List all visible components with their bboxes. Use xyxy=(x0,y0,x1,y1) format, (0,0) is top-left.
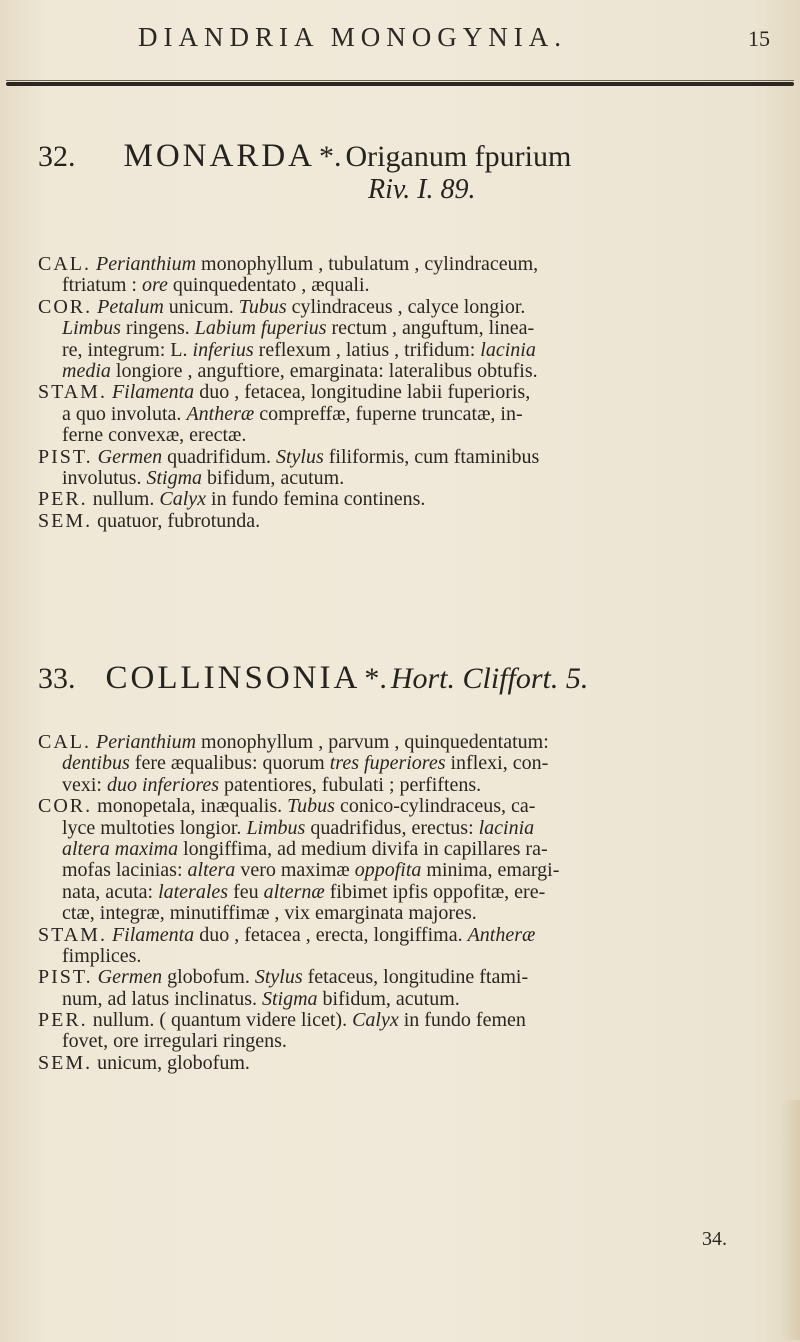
italic-term: Stylus xyxy=(254,966,303,989)
text-run: involutus. xyxy=(62,466,147,489)
italic-term: Perianthium xyxy=(96,253,197,275)
italic-term: tres fuperiores xyxy=(329,752,446,775)
italic-term: Calyx xyxy=(352,1009,399,1032)
italic-term: Germen xyxy=(97,966,163,989)
text-run: re, integrum: L. xyxy=(62,338,193,361)
italic-term: alternæ xyxy=(263,880,325,903)
section-label: P xyxy=(38,1009,52,1032)
text-line xyxy=(38,818,776,839)
section-label: C xyxy=(38,795,54,818)
text-line xyxy=(38,297,776,318)
text-run: monophyllum , parvum , quinquedentatum: xyxy=(196,731,549,753)
section-label: IST. xyxy=(51,445,93,468)
text-line xyxy=(38,447,776,468)
page-number: 15 xyxy=(748,26,770,51)
italic-term: Labium fuperius xyxy=(194,317,327,340)
page-header xyxy=(0,22,800,62)
italic-term: Tubus xyxy=(287,795,335,818)
italic-term: Stigma xyxy=(146,466,203,489)
text-run: ringens. xyxy=(120,317,195,340)
genus-name: COLLINSONIA xyxy=(105,660,361,696)
text-run: conico-cylindraceus, ca- xyxy=(334,795,536,818)
text-run: monophyllum , tubulatum , cylindraceum, xyxy=(196,253,539,275)
text-run: mofas lacinias: xyxy=(62,859,188,882)
text-line xyxy=(38,989,776,1010)
text-run: vexi: xyxy=(62,773,107,796)
header-rule xyxy=(6,82,794,86)
text-line xyxy=(38,903,776,924)
text-run: reflexum , latius , trifidum: xyxy=(253,338,481,361)
italic-term: lacinia xyxy=(480,338,536,361)
italic-term: inferius xyxy=(192,338,254,361)
entry-reference-33: Hort. Cliffort. 5. xyxy=(390,662,589,695)
entry-number: 33. xyxy=(38,662,76,695)
text-line xyxy=(38,275,776,296)
text-line xyxy=(38,732,776,753)
text-run: quadrifidus, erectus: xyxy=(305,816,479,839)
italic-term: ore xyxy=(141,274,168,297)
text-line xyxy=(38,340,776,361)
italic-term: Calyx xyxy=(159,488,207,511)
section-label: AL. xyxy=(53,731,92,753)
section-label: S xyxy=(38,923,52,946)
italic-term: Antheræ xyxy=(186,402,255,425)
text-run: a quo involuta. xyxy=(62,402,187,425)
text-line xyxy=(38,775,776,796)
section-label: AL. xyxy=(53,253,92,275)
italic-term: duo inferiores xyxy=(107,773,220,796)
section-label: S xyxy=(38,1051,52,1074)
section-label: OR. xyxy=(53,795,93,818)
text-run: duo , fetacea , erecta, longiffima. xyxy=(194,923,468,946)
text-run: ftriatum : xyxy=(62,274,142,297)
text-run: unicum, globofum. xyxy=(92,1051,250,1074)
text-line xyxy=(38,796,776,817)
italic-term: altera xyxy=(187,859,236,882)
text-line xyxy=(38,1010,776,1031)
text-line xyxy=(38,860,776,881)
text-line xyxy=(38,882,776,903)
italic-term: Filamenta xyxy=(111,381,195,404)
section-label: S xyxy=(38,381,52,404)
text-line xyxy=(38,318,776,339)
text-run: fibimet ipfis oppofitæ, ere- xyxy=(324,880,546,903)
text-line xyxy=(38,511,776,532)
section-label: C xyxy=(38,731,54,753)
text-run: minima, emargi- xyxy=(421,859,560,882)
text-run: quinquedentato , æquali. xyxy=(167,274,370,297)
genus-name: MONARDA xyxy=(123,138,316,174)
text-line xyxy=(38,254,776,275)
text-line xyxy=(38,839,776,860)
entry-description-33 xyxy=(38,732,776,1074)
text-run: bifidum, acutum. xyxy=(317,987,460,1010)
italic-term: laterales xyxy=(158,880,229,903)
entry-reference-32: Riv. I. 89. xyxy=(368,174,476,205)
text-run: lyce multoties longior. xyxy=(62,816,247,839)
section-label: ER. xyxy=(51,1009,88,1032)
entry-number: 32. xyxy=(38,140,76,173)
text-run: cylindraceus , calyce longior. xyxy=(286,295,526,318)
text-run: patentiores, fubulati ; perfiftens. xyxy=(219,773,482,796)
text-line xyxy=(38,1031,776,1052)
entry-title-33 xyxy=(38,660,588,697)
italic-term: Antheræ xyxy=(467,923,536,946)
section-label: EM. xyxy=(51,1051,93,1074)
section-label: TAM. xyxy=(51,381,107,404)
text-run: quadrifidum. xyxy=(162,445,276,468)
text-run: duo , fetacea, longitudine labii fuperioris, xyxy=(194,381,531,404)
text-line xyxy=(38,1053,776,1074)
entry-title-32 xyxy=(38,138,571,175)
section-label: EM. xyxy=(51,509,93,532)
text-run: inflexi, con- xyxy=(445,752,549,775)
italic-term: lacinia xyxy=(478,816,535,839)
italic-term: Limbus xyxy=(62,317,121,340)
text-line xyxy=(38,382,776,403)
section-label: S xyxy=(38,509,52,532)
text-line xyxy=(38,404,776,425)
italic-term: altera maxima xyxy=(62,837,179,860)
section-label: P xyxy=(38,966,52,989)
genus-mark: *. xyxy=(364,662,387,695)
section-label: ER. xyxy=(51,488,88,511)
italic-term: Germen xyxy=(97,445,163,468)
text-line xyxy=(38,468,776,489)
text-run: fetaceus, longitudine ftami- xyxy=(302,966,529,989)
section-label: P xyxy=(38,445,52,468)
running-head: DIANDRIA MONOGYNIA. xyxy=(138,22,567,52)
text-run: nata, acuta: xyxy=(62,880,159,903)
section-label: IST. xyxy=(51,966,93,989)
header-rule-hairline xyxy=(6,80,794,81)
text-line xyxy=(38,925,776,946)
text-line xyxy=(38,489,776,510)
text-run: longiore , anguftiore, emarginata: lateralibus obtufis. xyxy=(110,359,538,382)
section-label: C xyxy=(38,253,54,275)
text-line xyxy=(38,753,776,774)
text-line xyxy=(38,946,776,967)
text-line xyxy=(38,967,776,988)
text-run: nullum. ( quantum videre licet). xyxy=(87,1009,353,1032)
section-label: TAM. xyxy=(51,923,107,946)
text-run: bifidum, acutum. xyxy=(202,466,345,489)
page-edge-stain xyxy=(782,1100,800,1340)
text-run: nullum. xyxy=(87,488,160,511)
text-run: fovet, ore irregulari ringens. xyxy=(62,1030,287,1053)
text-run: quatuor, fubrotunda. xyxy=(92,509,261,532)
text-run: num, ad latus inclinatus. xyxy=(62,987,262,1010)
italic-term: Stigma xyxy=(261,987,318,1010)
catchword: 34. xyxy=(702,1228,727,1250)
text-run: monopetala, inæqualis. xyxy=(92,795,288,818)
text-run: rectum , anguftum, linea- xyxy=(326,317,535,340)
text-run: unicum. xyxy=(163,295,239,318)
italic-term: dentibus xyxy=(62,752,130,775)
text-run: longiffima, ad medium divifa in capillares ra- xyxy=(178,837,548,860)
italic-term: Petalum xyxy=(97,295,164,318)
entry-description-32 xyxy=(38,254,776,532)
text-run: fere æqualibus: quorum xyxy=(129,752,330,775)
text-run: fimplices. xyxy=(62,944,142,967)
genus-mark: *. xyxy=(319,140,342,173)
section-label: P xyxy=(38,488,52,511)
italic-term: Stylus xyxy=(275,445,324,468)
text-run: in fundo femen xyxy=(398,1009,526,1032)
italic-term: Perianthium xyxy=(96,731,197,753)
text-run: feu xyxy=(228,880,264,903)
italic-term: Filamenta xyxy=(111,923,195,946)
text-run: vero maximæ xyxy=(235,859,355,882)
section-label: C xyxy=(38,295,54,318)
section-label: OR. xyxy=(53,295,93,318)
text-run: compreffæ, fuperne truncatæ, in- xyxy=(254,402,523,425)
italic-term: Limbus xyxy=(246,816,306,839)
text-line xyxy=(38,425,776,446)
text-run: globofum. xyxy=(162,966,255,989)
italic-term: media xyxy=(62,359,111,382)
synonym: Origanum fpurium xyxy=(345,140,572,173)
text-run: ctæ, integræ, minutiffimæ , vix emarginata majores. xyxy=(62,902,477,925)
text-run: in fundo femina continens. xyxy=(206,488,426,511)
italic-term: oppofita xyxy=(354,859,422,882)
text-run: filiformis, cum ftaminibus xyxy=(323,445,540,468)
italic-term: Tubus xyxy=(238,295,287,318)
text-run: ferne convexæ, erectæ. xyxy=(62,424,247,447)
text-line xyxy=(38,361,776,382)
